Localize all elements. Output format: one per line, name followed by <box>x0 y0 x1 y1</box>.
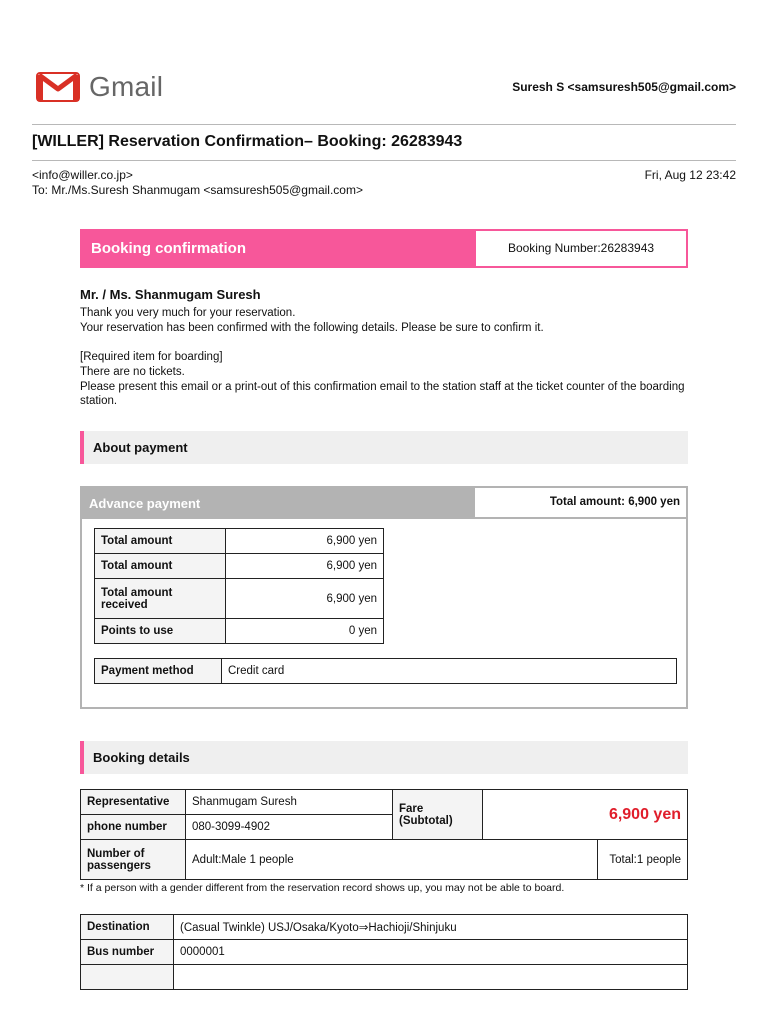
amount-value: 0 yen <box>226 619 384 644</box>
table-row <box>95 529 384 554</box>
amount-value: 6,900 yen <box>226 529 384 554</box>
bus-number-label: Bus number <box>81 940 174 965</box>
total-people: Total:1 people <box>598 840 688 880</box>
intro-line: Your reservation has been confirmed with the following details. Please be sure to confirm it. <box>80 321 544 334</box>
gmail-header <box>36 66 736 106</box>
payment-method-table <box>94 658 677 684</box>
booking-banner <box>80 229 688 268</box>
table-row <box>95 554 384 579</box>
amount-label: Total amount <box>95 529 226 554</box>
table-row <box>95 579 384 619</box>
table-row <box>95 619 384 644</box>
subject-divider <box>32 160 736 161</box>
table-row <box>81 915 688 940</box>
email-to: To: Mr./Ms.Suresh Shanmugam <samsuresh505@gmail.com> <box>32 183 363 197</box>
passengers-label: Number of passengers <box>81 840 186 880</box>
email-date: Fri, Aug 12 23:42 <box>644 168 736 182</box>
table-row <box>81 940 688 965</box>
advance-payment-box <box>80 486 688 709</box>
total-amount-summary: Total amount: 6,900 yen <box>549 496 680 508</box>
gender-note: * If a person with a gender different from the reservation record shows up, you may not be able to board. <box>80 882 565 894</box>
header-divider <box>32 124 736 125</box>
amount-label: Points to use <box>95 619 226 644</box>
account-user: Suresh S <samsuresh505@gmail.com> <box>512 80 736 94</box>
phone-value: 080-3099-4902 <box>186 815 393 840</box>
gmail-wordmark: Gmail <box>89 71 164 102</box>
table-row <box>95 659 677 684</box>
table-row <box>81 840 688 880</box>
booking-number: Booking Number:26283943 <box>476 231 686 266</box>
payment-method-label: Payment method <box>95 659 222 684</box>
representative-value: Shanmugam Suresh <box>186 790 393 815</box>
fare-label: Fare (Subtotal) <box>393 790 483 840</box>
gmail-logo <box>36 68 170 104</box>
greeting: Mr. / Ms. Shanmugam Suresh <box>80 287 261 302</box>
fare-value: 6,900 yen <box>483 790 688 840</box>
empty-cell <box>174 965 688 990</box>
section-title: About payment <box>93 440 188 455</box>
destination-label: Destination <box>81 915 174 940</box>
banner-title: Booking confirmation <box>91 240 246 257</box>
amount-value: 6,900 yen <box>226 579 384 619</box>
table-row <box>81 790 688 815</box>
intro-line: There are no tickets. <box>80 365 185 378</box>
advance-payment-title: Advance payment <box>89 496 201 511</box>
section-title: Booking details <box>93 750 190 765</box>
amount-value: 6,900 yen <box>226 554 384 579</box>
passengers-value: Adult:Male 1 people <box>186 840 598 880</box>
destination-value: (Casual Twinkle) USJ/Osaka/Kyoto⇒Hachioji/Shinjuku <box>174 915 688 940</box>
representative-label: Representative <box>81 790 186 815</box>
amount-label: Total amount received <box>95 579 226 619</box>
intro-line: Please present this email or a print-out of this confirmation email to the station staff at the ticket counter of the boarding station. <box>80 380 685 408</box>
empty-cell <box>81 965 174 990</box>
gmail-m-icon <box>36 72 80 102</box>
intro-text <box>80 306 690 409</box>
email-from: <info@willer.co.jp> <box>32 168 133 182</box>
intro-line: [Required item for boarding] <box>80 351 223 364</box>
amount-table <box>94 528 384 644</box>
email-subject: [WILLER] Reservation Confirmation– Booking: 26283943 <box>32 133 463 150</box>
booking-details-table <box>80 789 688 880</box>
advance-payment-bar <box>82 488 475 517</box>
intro-line: Thank you very much for your reservation. <box>80 307 296 319</box>
payment-divider <box>82 517 686 519</box>
phone-label: phone number <box>81 815 186 840</box>
table-row <box>81 965 688 990</box>
payment-method-value: Credit card <box>222 659 677 684</box>
route-table <box>80 914 688 990</box>
amount-label: Total amount <box>95 554 226 579</box>
about-payment-heading <box>80 431 688 464</box>
bus-number-value: 0000001 <box>174 940 688 965</box>
booking-details-heading <box>80 741 688 774</box>
